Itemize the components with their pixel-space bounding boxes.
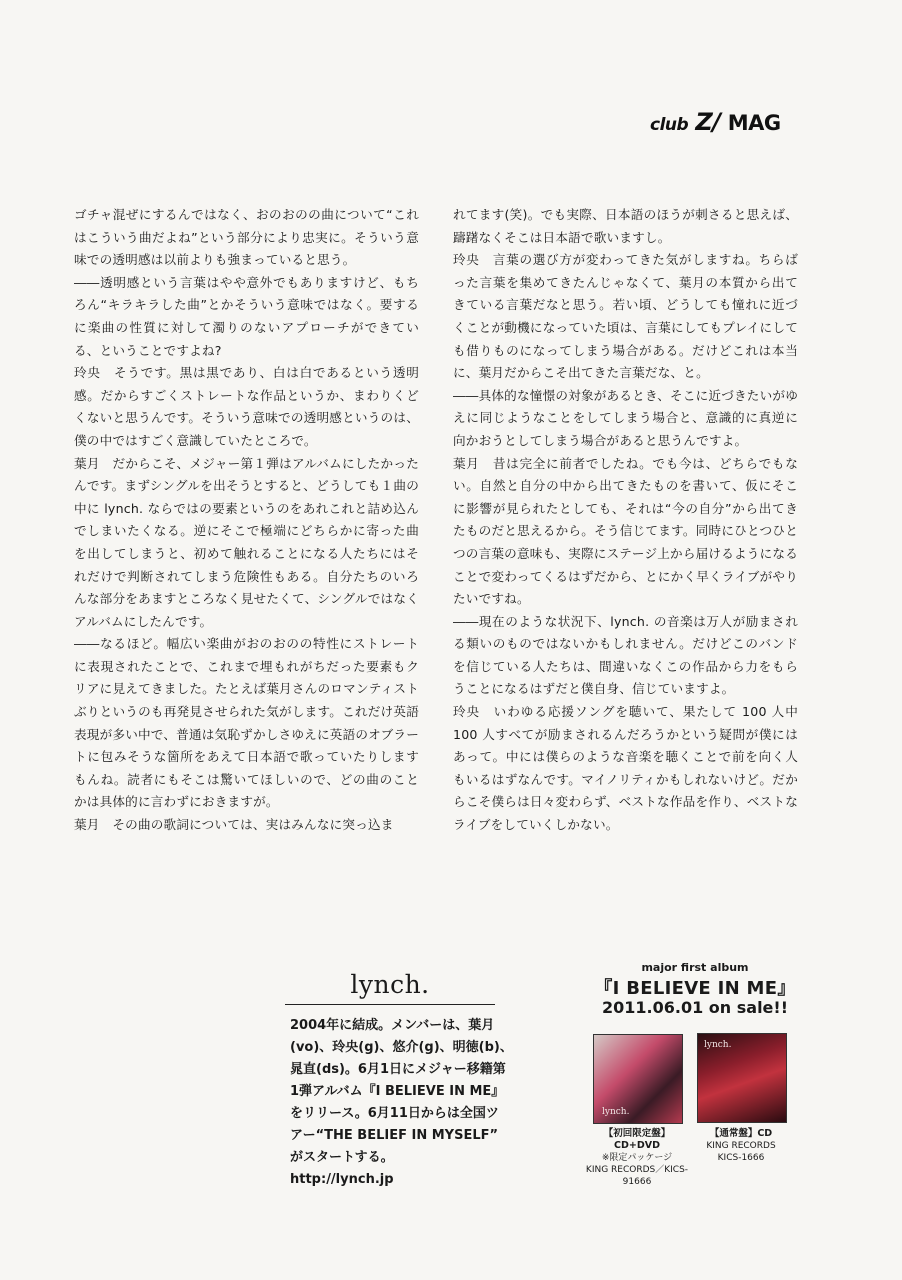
caption-line: KICS-1666 — [717, 1153, 765, 1163]
paragraph: ――なるほど。幅広い楽曲がおのおのの特性にストレートに表現されたことで、これまで埋もれがちだった要素もクリアに見えてきました。たとえば葉月さんのロマンティストぶりというのも再発見させられた気がします。これだけ英語表現が多い中で、普通は気恥ずかしさゆえに英語のオブラートに包みそうな箇所をあえて日本語で歌っていたりしますもんね。読者にもそこは驚いてほしいので、どの曲のことかは具体的に言わずにおきますが。 — [74, 636, 419, 810]
album-title: 『I BELIEVE IN ME』 — [594, 978, 796, 999]
limited-edition-cover-image — [593, 1034, 683, 1124]
caption-line: CD+DVD — [614, 1140, 660, 1151]
club-zy-mag-logo — [650, 108, 781, 136]
profile-divider — [285, 1004, 495, 1005]
logo-mag: MAG — [727, 111, 781, 135]
limited-edition-caption — [573, 1128, 701, 1188]
profile-line: 晁直(ds)。6月1日にメジャー移籍第 — [290, 1062, 506, 1077]
profile-url-link[interactable]: http://lynch.jp — [290, 1172, 394, 1187]
profile-line: 1弾アルバム『I BELIEVE IN ME』 — [290, 1084, 505, 1099]
cover-band-name: lynch. — [704, 1040, 732, 1050]
regular-edition-cover-image — [697, 1033, 787, 1123]
paragraph: ――現在のような状況下、lynch. の音楽は万人が励まされる類いのものではないかもしれません。だけどこのバンドを信じている人たちは、間違いなくこの作品から力をもらうことになるはずだと僕自身、信じていますよ。 — [453, 613, 798, 697]
profile-title: lynch. — [350, 970, 430, 999]
paragraph: ――具体的な憧憬の対象があるとき、そこに近づきたいがゆえに同じようなことをしてしまう場合と、意識的に真逆に向かおうとしてしまう場合があると思うんですよ。 — [453, 387, 798, 448]
profile-line: がスタートする。 — [290, 1150, 394, 1165]
paragraph: 葉月 その曲の歌詞については、実はみんなに突っ込ま — [74, 817, 394, 833]
logo-z: Z/ — [695, 108, 721, 136]
profile-line: をリリース。6月11日からは全国ツ — [290, 1106, 499, 1121]
profile-text — [290, 1015, 520, 1191]
profile-line: 2004年に結成。メンバーは、葉月 — [290, 1018, 495, 1033]
article-left-column — [74, 204, 419, 837]
paragraph: ――透明感という言葉はやや意外でもありますけど、もちろん“キラキラした曲”とかそういう意味ではなく。要するに楽曲の性質に対して濁りのないアプローチができている、ということですよね? — [74, 274, 419, 358]
profile-line: アー“THE BELIEF IN MYSELF” — [290, 1128, 499, 1143]
paragraph: れてます(笑)。でも実際、日本語のほうが刺さると思えば、躊躇なくそこは日本語で歌いますし。 — [453, 207, 798, 245]
cover-band-name: lynch. — [602, 1107, 630, 1117]
paragraph: 葉月 だからこそ、メジャー第１弾はアルバムにしたかったんです。まずシングルを出そうとすると、どうしても１曲の中に lynch. ならではの要素というのをあれこれと詰め込んでしまいたくなる。逆にそこで極端にどちらかに寄った曲を出してしまうと、初めて触れることになる人たちにはそれだけで判断されてしまう危険性もある。自分たちのいろんな部分をあますところなく見せたくて、シングルではなくアルバムにしたんです。 — [74, 455, 419, 629]
regular-edition-caption — [690, 1128, 792, 1164]
caption-line: ※限定パッケージ — [601, 1153, 673, 1163]
logo-club: club — [650, 115, 689, 135]
album-release-date: 2011.06.01 on sale!! — [602, 998, 788, 1017]
caption-line: 【通常盤】CD — [709, 1128, 773, 1139]
paragraph: 葉月 昔は完全に前者でしたね。でも今は、どちらでもない。自然と自分の中から出てきたものを書いて、仮にそこに影響が見られたとしても、それは“今の自分”から出てきたものだと思えるから。そう信じてます。同時にひとつひとつの言葉の意味も、実際にステージ上から届けるようになることで変わってくるはずだから、とにかく早くライブがやりたいですね。 — [453, 455, 798, 607]
caption-line: KING RECORDS — [706, 1141, 776, 1151]
paragraph: 玲央 言葉の選び方が変わってきた気がしますね。ちらばった言葉を集めてきたんじゃなくて、葉月の本質から出てきている言葉だなと思う。若い頃、どうしても憧れに近づくことが動機になっていた頃は、言葉にしてもプレイにしても借りものになってしまう場合がある。だけどこれは本当に、葉月だからこそ出てきた言葉だな、と。 — [453, 252, 798, 381]
article-right-column — [453, 204, 798, 837]
caption-line: KING RECORDS／KICS-91666 — [585, 1165, 689, 1187]
paragraph: 玲央 いわゆる応援ソングを聴いて、果たして 100 人中 100 人すべてが励まされるんだろうかという疑問が僕にはあって。中には僕らのような音楽を聴くことで前を向く人もいるはずなんです。マイノリティかもしれないけど。だからこそ僕らは日々変わらず、ベストな作品を作り、ベストなライブをしていくしかない。 — [453, 704, 798, 833]
paragraph: 玲央 そうです。黒は黒であり、白は白であるという透明感。だからすごくストレートな作品というか、まわりくどくないと思うんです。そういう意味での透明感というのは、僕の中ではすごく意識していたところで。 — [74, 365, 419, 448]
caption-line: 【初回限定盤】 — [603, 1128, 671, 1139]
paragraph: ゴチャ混ぜにするんではなく、おのおのの曲について“これはこういう曲だよね”という部分により忠実に。そういう意味での透明感は以前よりも強まっていると思う。 — [74, 207, 419, 268]
album-subtitle: major first album — [641, 961, 749, 974]
profile-line: (vo)、玲央(g)、悠介(g)、明徳(b)、 — [290, 1040, 513, 1055]
